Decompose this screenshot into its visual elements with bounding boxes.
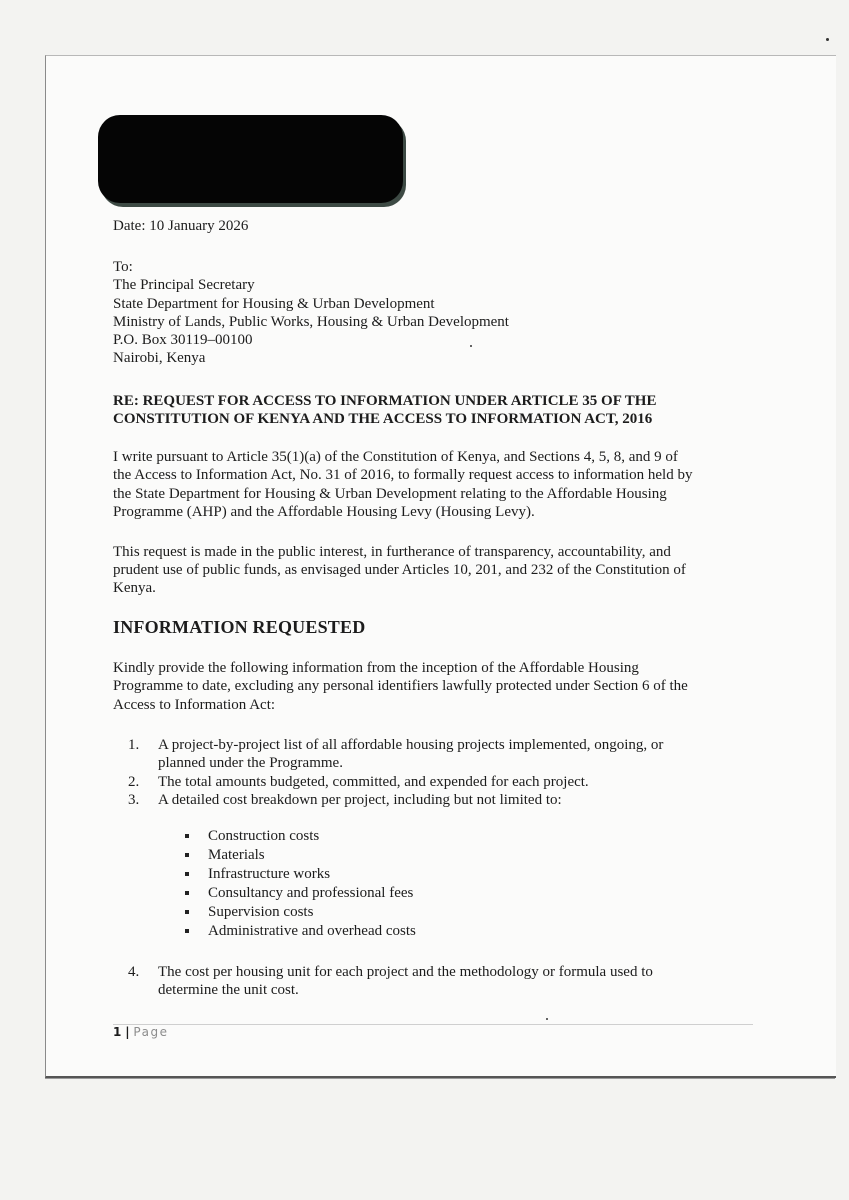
- page-footer: [113, 1025, 168, 1039]
- bullet: [185, 910, 189, 914]
- page-number: 1: [113, 1025, 122, 1039]
- bullet: [185, 853, 189, 857]
- item-text: A project-by-project list of all affordable housing projects implemented, ongoing, or: [158, 737, 664, 753]
- page-edge: [45, 1078, 835, 1079]
- scan-speck: [546, 1018, 548, 1020]
- item-text: The cost per housing unit for each project and the methodology or formula used to: [158, 964, 653, 980]
- sub-item: Administrative and overhead costs: [208, 923, 416, 939]
- intro-line: Access to Information Act:: [113, 697, 276, 713]
- paragraph-line: I write pursuant to Article 35(1)(a) of the Constitution of Kenya, and Sections 4, 5, 8, and 9 of: [113, 449, 678, 465]
- recipient-line: P.O. Box 30119–00100: [113, 332, 253, 348]
- letter-date: Date: 10 January 2026: [113, 218, 249, 234]
- item-number: 4.: [128, 964, 140, 980]
- paragraph-line: This request is made in the public interest, in furtherance of transparency, accountability, and: [113, 544, 671, 560]
- recipient-line: The Principal Secretary: [113, 277, 255, 293]
- item-number: 1.: [128, 737, 140, 753]
- sub-item: Construction costs: [208, 828, 320, 844]
- redacted-letterhead: [98, 115, 403, 203]
- bullet: [185, 834, 189, 838]
- page-separator: |: [125, 1025, 130, 1039]
- scan-speck: [826, 38, 829, 41]
- item-text: The total amounts budgeted, committed, and expended for each project.: [158, 774, 589, 790]
- item-number: 3.: [128, 792, 140, 808]
- recipient-line: Nairobi, Kenya: [113, 350, 206, 366]
- sub-item: Supervision costs: [208, 904, 314, 920]
- sub-item: Materials: [208, 847, 265, 863]
- scan-speck: [470, 345, 472, 347]
- bullet: [185, 929, 189, 933]
- section-heading: INFORMATION REQUESTED: [113, 617, 366, 637]
- page-label: Page: [133, 1025, 169, 1039]
- intro-line: Kindly provide the following information from the inception of the Affordable Housing: [113, 660, 639, 676]
- paragraph-line: the Access to Information Act, No. 31 of 2016, to formally request access to information held by: [113, 467, 693, 483]
- paragraph-line: prudent use of public funds, as envisaged under Articles 10, 201, and 232 of the Constitution of: [113, 562, 686, 578]
- paragraph-line: Kenya.: [113, 580, 156, 596]
- intro-line: Programme to date, excluding any personal identifiers lawfully protected under Section 6 of the: [113, 678, 688, 694]
- bullet: [185, 872, 189, 876]
- item-text: planned under the Programme.: [158, 755, 343, 771]
- paragraph-line: Programme (AHP) and the Affordable Housing Levy (Housing Levy).: [113, 504, 535, 520]
- item-text: determine the unit cost.: [158, 982, 299, 998]
- bullet: [185, 891, 189, 895]
- footer-rule: [113, 1024, 753, 1025]
- sub-item: Consultancy and professional fees: [208, 885, 414, 901]
- recipient-line: Ministry of Lands, Public Works, Housing & Urban Development: [113, 314, 509, 330]
- subject-line: RE: REQUEST FOR ACCESS TO INFORMATION UNDER ARTICLE 35 OF THE: [113, 393, 657, 409]
- recipient-line: State Department for Housing & Urban Development: [113, 296, 435, 312]
- item-number: 2.: [128, 774, 140, 790]
- item-text: A detailed cost breakdown per project, including but not limited to:: [158, 792, 562, 808]
- to-label: To:: [113, 259, 133, 275]
- sub-item: Infrastructure works: [208, 866, 331, 882]
- paragraph-line: the State Department for Housing & Urban Development relating to the Affordable Housing: [113, 486, 667, 502]
- subject-line: CONSTITUTION OF KENYA AND THE ACCESS TO INFORMATION ACT, 2016: [113, 411, 653, 427]
